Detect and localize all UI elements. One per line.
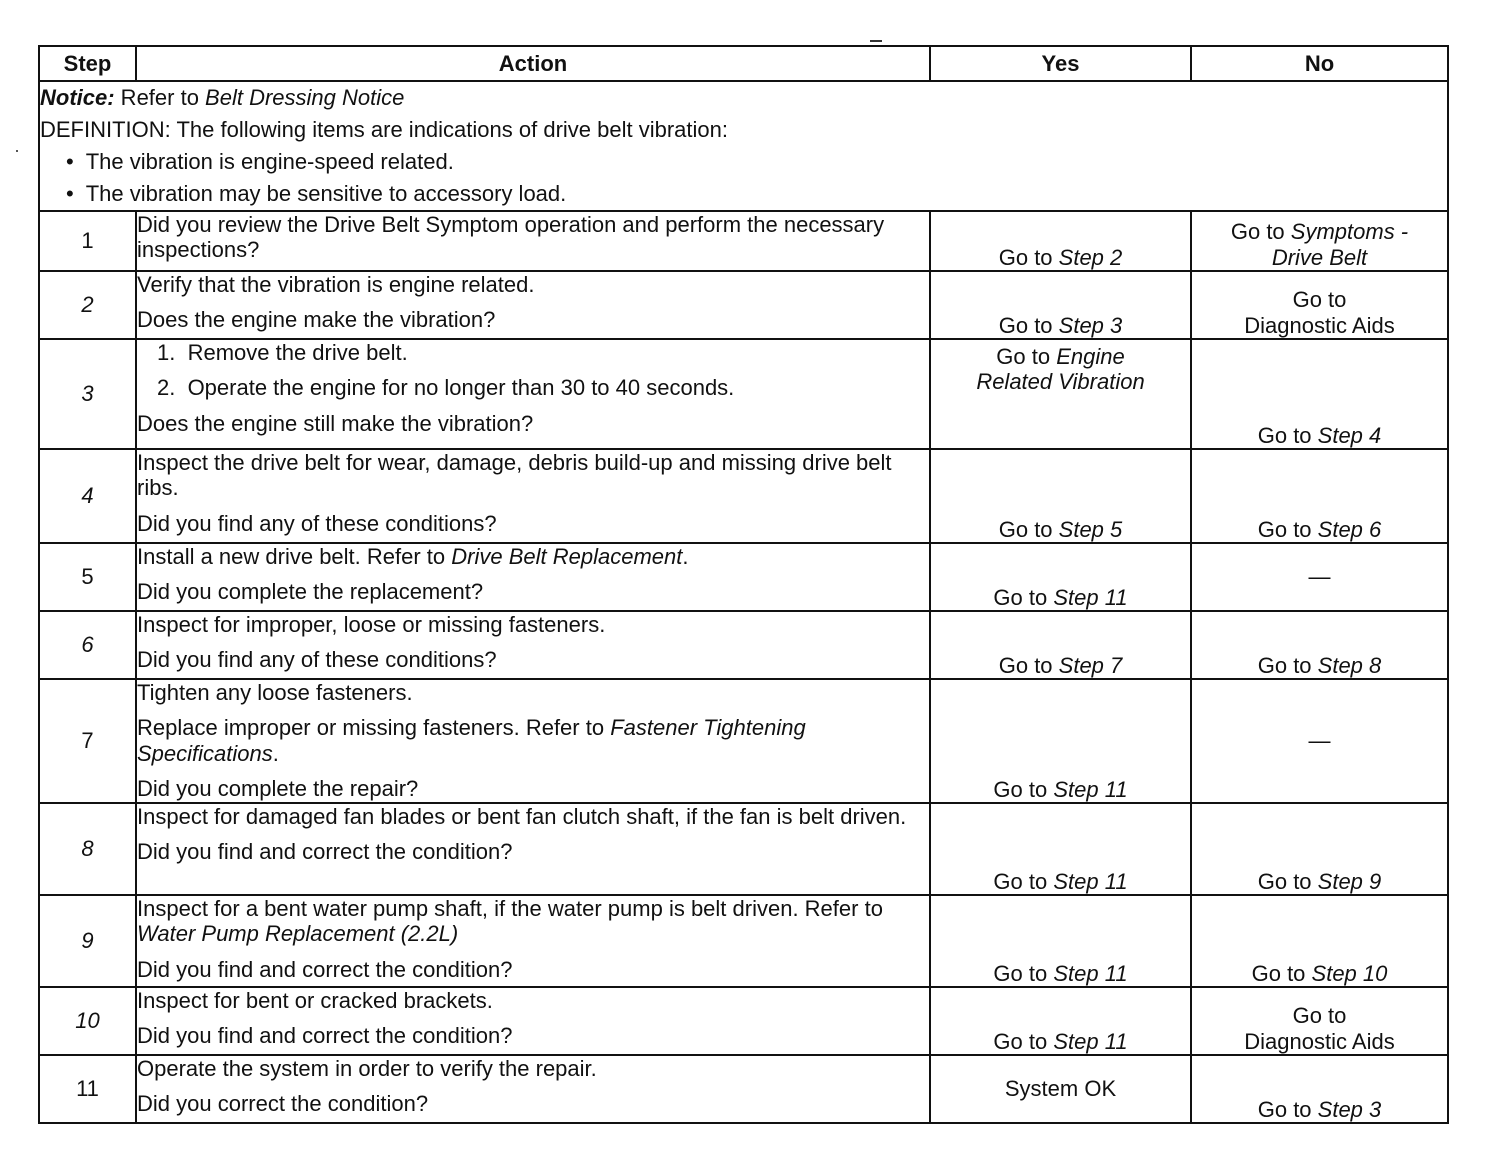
bullet-dot-icon: • bbox=[66, 181, 74, 207]
no-prefix: Go to bbox=[1257, 652, 1318, 678]
yes-link[interactable]: Related Vibration bbox=[976, 369, 1145, 395]
no-link[interactable]: Diagnostic Aids bbox=[1244, 312, 1395, 338]
action-cell bbox=[136, 803, 930, 895]
action-cell bbox=[136, 611, 930, 679]
notice-label: Notice: bbox=[40, 85, 115, 111]
action-text: Operate the system in order to verify the repair. bbox=[137, 1056, 597, 1081]
no-prefix: Go to bbox=[1257, 868, 1318, 894]
action-cell bbox=[136, 339, 930, 449]
action-text bbox=[137, 715, 929, 766]
table-row bbox=[39, 339, 1448, 449]
scan-mark bbox=[870, 40, 882, 42]
step-number: 4 bbox=[39, 449, 136, 543]
bullet-item bbox=[40, 146, 1447, 178]
no-link[interactable]: Step 3 bbox=[1317, 1096, 1382, 1122]
action-substep: 1. Remove the drive belt. bbox=[157, 340, 408, 365]
yes-cell bbox=[930, 211, 1191, 271]
action-cell bbox=[136, 987, 930, 1055]
bullet-text: The vibration may be sensitive to accessory load. bbox=[85, 181, 567, 207]
step-number: 8 bbox=[39, 803, 136, 895]
no-cell: — bbox=[1191, 543, 1448, 611]
no-prefix: Go to bbox=[1230, 219, 1291, 245]
action-cell bbox=[136, 895, 930, 987]
no-link[interactable]: Step 6 bbox=[1317, 516, 1382, 542]
no-link[interactable]: Step 9 bbox=[1317, 868, 1382, 894]
action-text: Inspect for damaged fan blades or bent fan clutch shaft, if the fan is belt driven. bbox=[137, 804, 907, 829]
yes-cell bbox=[930, 987, 1191, 1055]
no-cell bbox=[1191, 271, 1448, 339]
notice-text: Refer to bbox=[114, 85, 206, 111]
yes-link[interactable]: Step 7 bbox=[1058, 652, 1123, 678]
bullet-item bbox=[40, 178, 1447, 210]
yes-cell bbox=[930, 803, 1191, 895]
yes-cell bbox=[930, 895, 1191, 987]
action-cell bbox=[136, 449, 930, 543]
notice-link[interactable]: Belt Dressing Notice bbox=[205, 85, 405, 111]
action-question: Did you correct the condition? bbox=[137, 1091, 429, 1117]
action-substep: 2. Operate the engine for no longer than 30 to 40 seconds. bbox=[157, 375, 735, 401]
table-row bbox=[39, 679, 1448, 803]
yes-cell bbox=[930, 271, 1191, 339]
step-number: 10 bbox=[39, 987, 136, 1055]
action-question: Did you complete the repair? bbox=[137, 775, 419, 801]
action-text: Inspect for improper, loose or missing fasteners. bbox=[137, 612, 606, 637]
yes-link[interactable]: Step 11 bbox=[1053, 776, 1128, 802]
definition-line: DEFINITION: The following items are indications of drive belt vibration: bbox=[40, 117, 728, 143]
no-link[interactable]: Symptoms - bbox=[1290, 219, 1409, 245]
notice-row bbox=[39, 81, 1448, 211]
action-cell bbox=[136, 543, 930, 611]
yes-link[interactable]: Step 11 bbox=[1053, 1028, 1128, 1054]
action-question: Did you find and correct the condition? bbox=[137, 1023, 513, 1049]
no-cell: — bbox=[1191, 679, 1448, 803]
yes-prefix: Go to bbox=[998, 244, 1059, 270]
no-cell bbox=[1191, 211, 1448, 271]
yes-prefix: Go to bbox=[998, 516, 1059, 542]
yes-link[interactable]: Step 2 bbox=[1058, 244, 1123, 270]
notice-cell bbox=[39, 81, 1448, 211]
yes-cell bbox=[930, 449, 1191, 543]
action-link[interactable]: Drive Belt Replacement bbox=[451, 544, 683, 569]
action-question: Did you find and correct the condition? bbox=[137, 839, 513, 865]
yes-prefix: Go to bbox=[993, 868, 1054, 894]
yes-prefix: Go to bbox=[993, 584, 1054, 610]
action-cell bbox=[136, 679, 930, 803]
table-row bbox=[39, 1055, 1448, 1123]
action-question: Does the engine make the vibration? bbox=[137, 307, 496, 333]
no-link[interactable]: Diagnostic Aids bbox=[1244, 1028, 1395, 1054]
action-question: Did you complete the replacement? bbox=[137, 579, 484, 605]
action-text-end: . bbox=[272, 740, 279, 766]
yes-prefix: Go to bbox=[993, 1028, 1054, 1054]
action-question: Does the engine still make the vibration? bbox=[137, 410, 534, 436]
yes-cell: System OK bbox=[930, 1055, 1191, 1123]
table-row bbox=[39, 803, 1448, 895]
yes-link[interactable]: Step 11 bbox=[1053, 584, 1128, 610]
action-question: Did you find any of these conditions? bbox=[137, 647, 497, 673]
yes-link[interactable]: Step 5 bbox=[1058, 516, 1123, 542]
action-link[interactable]: Water Pump Replacement (2.2L) bbox=[137, 921, 459, 947]
yes-link[interactable]: Step 3 bbox=[1058, 312, 1123, 338]
action-cell bbox=[136, 211, 930, 271]
yes-cell bbox=[930, 339, 1191, 449]
yes-cell bbox=[930, 543, 1191, 611]
action-text-part: Replace improper or missing fasteners. Refer to bbox=[137, 715, 611, 741]
action-cell bbox=[136, 1055, 930, 1123]
no-prefix: Go to bbox=[1251, 960, 1312, 986]
action-text: Tighten any loose fasteners. bbox=[137, 680, 413, 705]
header-row bbox=[39, 46, 1448, 81]
no-cell bbox=[1191, 339, 1448, 449]
action-cell bbox=[136, 271, 930, 339]
header-action: Action bbox=[136, 46, 930, 81]
step-number: 9 bbox=[39, 895, 136, 987]
step-number: 5 bbox=[39, 543, 136, 611]
action-text-part: Inspect for a bent water pump shaft, if the water pump is belt driven. Refer to bbox=[137, 896, 883, 921]
action-text: Verify that the vibration is engine related. bbox=[137, 272, 535, 297]
table-row bbox=[39, 895, 1448, 987]
header-no: No bbox=[1191, 46, 1448, 81]
yes-prefix: Go to bbox=[993, 960, 1054, 986]
yes-prefix: Go to bbox=[993, 776, 1054, 802]
yes-prefix: Go to bbox=[998, 312, 1059, 338]
bullet-text: The vibration is engine-speed related. bbox=[85, 149, 454, 175]
action-question: Did you find and correct the condition? bbox=[137, 956, 513, 982]
action-text: Did you review the Drive Belt Symptom operation and perform the necessary inspections? bbox=[137, 212, 885, 263]
no-cell bbox=[1191, 1055, 1448, 1123]
step-number: 2 bbox=[39, 271, 136, 339]
bullet-dot-icon: • bbox=[66, 149, 74, 175]
yes-link[interactable]: Step 11 bbox=[1053, 868, 1128, 894]
step-number: 6 bbox=[39, 611, 136, 679]
no-prefix: Go to bbox=[1257, 1096, 1318, 1122]
yes-prefix: Go to bbox=[996, 344, 1057, 369]
no-link[interactable]: Step 8 bbox=[1317, 652, 1382, 678]
yes-link[interactable]: Engine bbox=[1056, 344, 1125, 369]
notice-line bbox=[40, 82, 1447, 114]
step-number: 1 bbox=[39, 211, 136, 271]
no-cell bbox=[1191, 895, 1448, 987]
no-prefix: Go to bbox=[1257, 422, 1318, 448]
no-prefix: Go to bbox=[1257, 516, 1318, 542]
action-text-end: . bbox=[682, 544, 689, 569]
table-row bbox=[39, 449, 1448, 543]
no-cell bbox=[1191, 987, 1448, 1055]
step-number: 7 bbox=[39, 679, 136, 803]
no-cell bbox=[1191, 803, 1448, 895]
header-step: Step bbox=[39, 46, 136, 81]
yes-cell bbox=[930, 679, 1191, 803]
no-prefix: Go to bbox=[1292, 287, 1347, 313]
step-number: 3 bbox=[39, 339, 136, 449]
table-row bbox=[39, 211, 1448, 271]
table-row bbox=[39, 271, 1448, 339]
yes-cell bbox=[930, 611, 1191, 679]
table-row bbox=[39, 543, 1448, 611]
action-text bbox=[137, 544, 929, 569]
action-text-part: Install a new drive belt. Refer to bbox=[137, 544, 452, 569]
no-cell bbox=[1191, 449, 1448, 543]
no-cell bbox=[1191, 611, 1448, 679]
no-link[interactable]: Step 4 bbox=[1317, 422, 1382, 448]
no-link[interactable]: Drive Belt bbox=[1271, 244, 1368, 270]
table-row bbox=[39, 611, 1448, 679]
no-link[interactable]: Step 10 bbox=[1311, 960, 1388, 986]
yes-link[interactable]: Step 11 bbox=[1053, 960, 1128, 986]
scan-speck bbox=[16, 150, 18, 152]
action-question: Did you find any of these conditions? bbox=[137, 510, 497, 536]
header-yes: Yes bbox=[930, 46, 1191, 81]
action-link[interactable]: Fastener Tightening Specifications bbox=[137, 715, 806, 766]
no-prefix: Go to bbox=[1292, 1003, 1347, 1029]
diagnostic-table bbox=[38, 45, 1449, 1124]
yes-prefix: Go to bbox=[998, 652, 1059, 678]
action-text: Inspect for bent or cracked brackets. bbox=[137, 988, 493, 1013]
table-row bbox=[39, 987, 1448, 1055]
action-text bbox=[137, 896, 929, 947]
action-text: Inspect the drive belt for wear, damage, debris build-up and missing drive belt ribs. bbox=[137, 450, 892, 501]
step-number: 11 bbox=[39, 1055, 136, 1123]
